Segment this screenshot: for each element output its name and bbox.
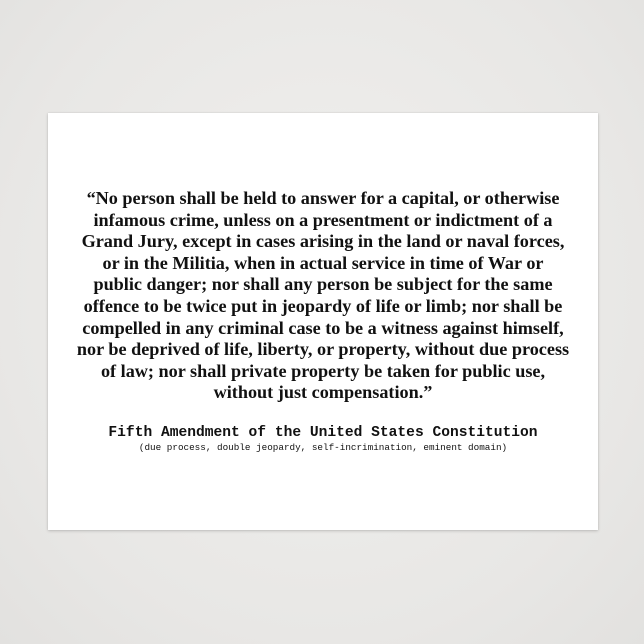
postcard [48,113,598,530]
quote-line: of law; nor shall private property be taken for public use, [100,360,546,381]
quote-line: nor be deprived of life, liberty, or property, without due process [76,339,570,360]
citation-subtitle: (due process, double jeopardy, self-incrimination, eminent domain) [138,442,508,453]
quote-line: infamous crime, unless on a presentment or indictment of a [93,209,553,230]
quote-line: Grand Jury, except in cases arising in the land or naval forces, [81,231,565,252]
quote-line: without just compensation.” [213,382,433,403]
quote-line: “No person shall be held to answer for a capital, or otherwise [86,188,560,208]
quote-text [48,188,598,404]
citation-title: Fifth Amendment of the United States Constitution [108,425,538,441]
quote-line: compelled in any criminal case to be a witness against himself, [82,317,564,338]
quote-line: public danger; nor shall any person be subject for the same [93,274,553,295]
quote-line: or in the Militia, when in actual service in time of War or [102,252,544,273]
quote-line: offence to be twice put in jeopardy of life or limb; nor shall be [83,295,563,316]
